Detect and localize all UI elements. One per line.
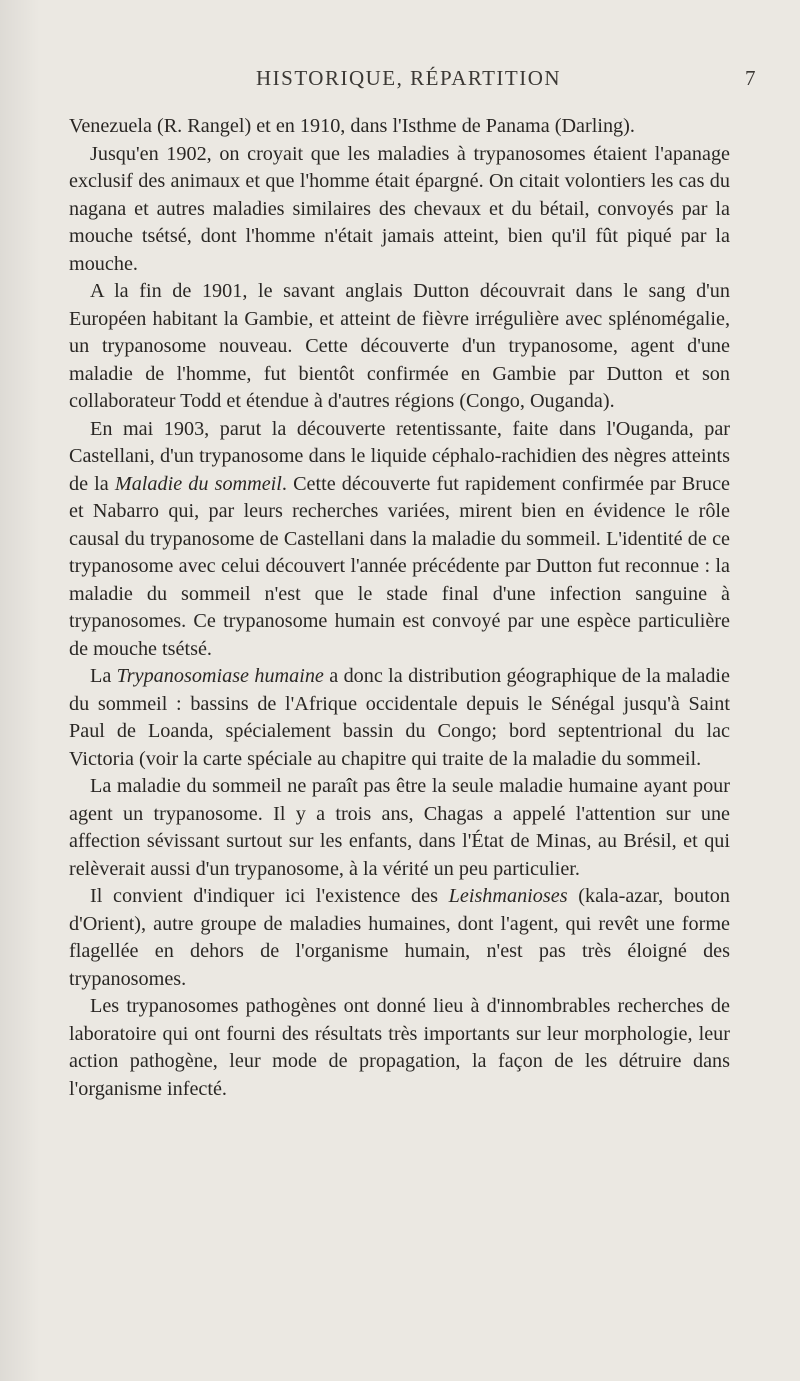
running-title: HISTORIQUE, RÉPARTITION [256,66,562,90]
text-run: . Cette découverte fut rapidement confirmée par Bruce et Nabarro qui, par leurs recherches variées, mirent bien en évidence le rôle causal du trypanosome de Castellani dans la maladie du sommeil. L'identité de ce trypanosome avec celui découvert l'année précédente par Dutton fut reconnue : la maladie du sommeil n'est que le stade final d'une infection sanguine à trypanosomes. Ce trypanosome humain est convoyé par une espèce particulière de mouche tsétsé. [69,472,731,660]
italic-term: Trypanosomiase humaine [116,665,324,687]
page-number: 7 [745,66,756,90]
paragraph [69,278,730,416]
paragraph [69,416,730,664]
italic-term: Leishmanioses [448,885,568,907]
body-text [69,113,730,1103]
paragraph [69,141,730,279]
paragraph [69,663,730,773]
paragraph [69,993,730,1103]
running-head [0,66,800,96]
text-run: En mai 1903, parut la découverte retentissante, faite dans l'Ouganda, par Castellani, d'un trypanosome dans le liquide céphalo-rachidien des nègres atteints de la [69,417,730,495]
text-run: Les trypanosomes pathogènes ont donné lieu à d'innombrables recherches de laboratoire qui ont fourni des résultats très importants sur leur morphologie, leur action pathogène, leur mode de propagation, la façon de les détruire dans l'organisme infecté. [69,995,730,1100]
paragraph [69,773,730,883]
paragraph [69,883,730,993]
text-run: Jusqu'en 1902, on croyait que les maladies à trypanosomes étaient l'apanage exclusif des animaux et que l'homme était épargné. On citait volontiers les cas du nagana et autres maladies similaires des chevaux et du bétail, convoyés par la mouche tsétsé, dont l'homme n'était jamais atteint, bien qu'il fût piqué par la mouche. [69,142,730,275]
text-run: (kala-azar, bouton d'Orient), autre groupe de maladies humaines, dont l'agent, qui revêt une forme flagellée en dehors de l'organisme humain, n'est pas très éloigné des trypanosomes. [69,885,730,990]
italic-term: Maladie du sommeil [114,472,282,495]
text-run: La maladie du sommeil ne paraît pas être la seule maladie humaine ayant pour agent un trypanosome. Il y a trois ans, Chagas a appelé l'attention sur une affection sévissant surtout sur les enfants, dans l'État de Minas, au Brésil, et qui relèverait aussi d'un trypanosome, à la vérité un peu particulier. [69,775,730,880]
text-run: Venezuela (R. Rangel) et en 1910, dans l'Isthme de Panama (Darling). [69,115,635,137]
text-run: Il convient d'indiquer ici l'existence des [90,885,449,907]
text-run: La [90,665,117,687]
paragraph [69,113,730,141]
text-run: A la fin de 1901, le savant anglais Dutton découvrait dans le sang d'un Européen habitant la Gambie, et atteint de fièvre irrégulière avec splénomégalie, un trypanosome nouveau. Cette découverte d'un trypanosome, agent d'une maladie de l'homme, fut bientôt confirmée en Gambie par Dutton et son collaborateur Todd et étendue à d'autres régions (Congo, Ouganda). [69,280,730,412]
text-run: a donc la distribution géographique de la maladie du sommeil : bassins de l'Afrique occidentale depuis le Sénégal jusqu'à Saint Paul de Loanda, spécialement bassin du Congo; bord septentrional du lac Victoria (voir la carte spéciale au chapitre qui traite de la maladie du sommeil. [69,665,730,770]
